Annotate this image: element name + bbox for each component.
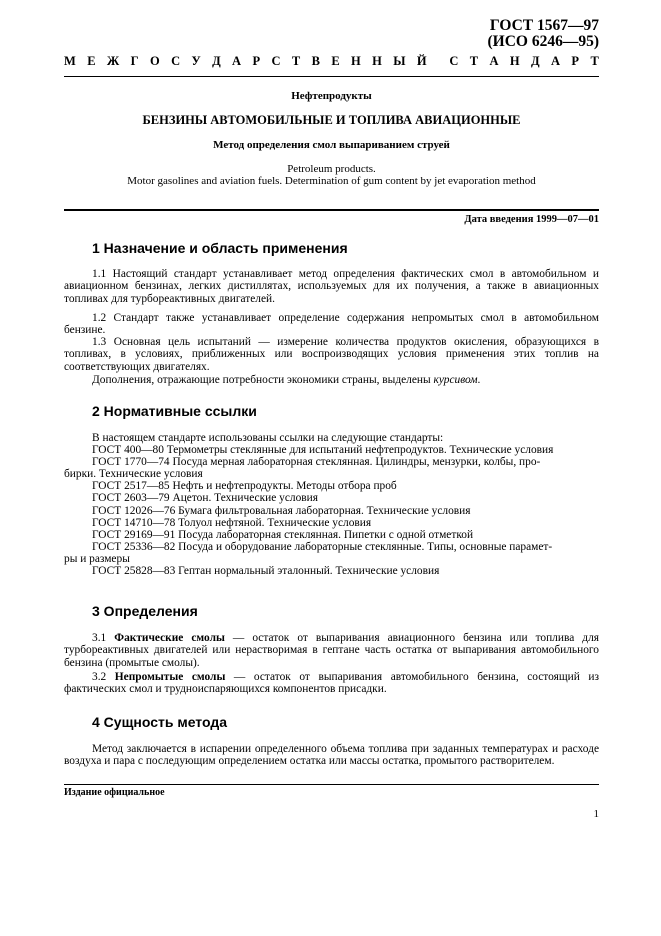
banner-letter: Н: [509, 54, 520, 68]
definition-3-2-text: — остаток от выпаривания автомобильного бензина, состоящий из фактических смол и трудноиспаряющихся компонентов присадки.: [64, 671, 599, 696]
banner-letter: Ы: [393, 54, 406, 68]
banner-letter: Е: [87, 54, 96, 68]
reference-item: ГОСТ 2603—79 Ацетон. Технические условия: [92, 492, 318, 505]
banner-letter: Н: [372, 54, 382, 68]
banner-letter: С: [271, 54, 281, 68]
banner-letter: М: [64, 54, 76, 68]
standard-code-iso: (ИСО 6246—95): [487, 33, 599, 50]
banner-letter: Р: [571, 54, 580, 68]
standard-code-gost: ГОСТ 1567—97: [489, 17, 599, 34]
banner-letter: Д: [531, 54, 540, 68]
top-rule: [64, 76, 599, 77]
banner-letter: Й: [416, 54, 427, 68]
title-rule: [64, 209, 599, 211]
banner-letter: А: [232, 54, 242, 68]
english-title-line2: Motor gasolines and aviation fuels. Determination of gum content by jet evaporation method: [127, 175, 536, 187]
reference-item: ГОСТ 25336—82 Посуда и оборудование лабораторные стеклянные. Типы, основные парамет-: [92, 540, 553, 553]
banner-letter: Т: [291, 54, 301, 68]
banner-letter: Г: [130, 54, 139, 68]
normative-references: [64, 432, 599, 577]
banner-letter: Д: [212, 54, 221, 68]
standard-code: [487, 18, 599, 50]
page-number: 1: [593, 808, 599, 820]
banner-letter: Е: [331, 54, 340, 68]
section-1-paragraph-4: [64, 374, 599, 386]
section-4-heading: 4 Сущность метода: [92, 714, 228, 730]
official-edition-label: Издание официальное: [64, 787, 165, 798]
banner-letter: С: [449, 54, 459, 68]
reference-item-continuation: бирки. Технические условия: [64, 468, 203, 481]
reference-item: ГОСТ 2517—85 Нефть и нефтепродукты. Методы отбора проб: [92, 480, 397, 493]
section-1-paragraph-1: 1.1 Настоящий стандарт устанавливает метод определения фактических смол в автомобильном и авиационном бензинах, легких дистиллятах, используемых для их получения, а также в авиационных топливах для турбореактивных двигателей.: [64, 268, 599, 305]
english-title: [64, 163, 599, 187]
banner-letter: С: [171, 54, 181, 68]
banner-letter: А: [489, 54, 499, 68]
section-1-heading: 1 Назначение и область применения: [92, 240, 348, 256]
reference-item: ГОСТ 1770—74 Посуда мерная лабораторная стеклянная. Цилиндры, мензурки, колбы, про-: [92, 456, 541, 469]
reference-item: ГОСТ 12026—76 Бумага фильтровальная лабораторная. Технические условия: [92, 504, 471, 517]
banner-letter: А: [551, 54, 561, 68]
banner-letter: Н: [351, 54, 361, 68]
english-title-line1: Petroleum products.: [287, 163, 376, 175]
banner-letter: О: [149, 54, 160, 68]
reference-item: ГОСТ 14710—78 Толуол нефтяной. Технические условия: [92, 516, 372, 529]
reference-item: ГОСТ 400—80 Термометры стеклянные для испытаний нефтепродуктов. Технические условия: [92, 444, 554, 457]
banner-letter: Т: [469, 54, 479, 68]
section-2-heading: 2 Нормативные ссылки: [92, 403, 257, 419]
banner-letter: Ж: [106, 54, 120, 68]
introduction-date: Дата введения 1999—07—01: [464, 214, 599, 225]
reference-item: ГОСТ 29169—91 Посуда лабораторная стеклянная. Пипетки с одной отметкой: [92, 528, 474, 541]
banner-letter: Т: [590, 54, 599, 68]
paragraph-4-italic: курсивом: [433, 374, 478, 386]
banner-letter: В: [311, 54, 320, 68]
definition-3-1-number: 3.1: [92, 632, 115, 644]
definition-3-1-text: — остаток от выпаривания авиационного бензина или топлива для турбореактивных двигателей или нерастворимая в гептане часть остатка от выпаривания автомобильного бензина (промытые смолы).: [64, 632, 599, 669]
section-1-paragraph-2: 1.2 Стандарт также устанавливает определение содержания непромытых смол в автомобильном бензине.: [64, 312, 599, 337]
definition-3-2-term: Непромытые смолы: [114, 671, 226, 683]
definition-3-1-term: Фактические смолы: [114, 632, 225, 644]
section-3-heading: 3 Определения: [92, 603, 198, 619]
definition-3-2: [64, 671, 599, 696]
references-intro: В настоящем стандарте использованы ссылки на следующие стандарты:: [92, 432, 444, 444]
interstate-standard-banner: [64, 54, 599, 69]
definition-3-2-number: 3.2: [92, 671, 115, 683]
banner-letter: У: [191, 54, 201, 68]
method-title: Метод определения смол выпариванием струей: [213, 139, 450, 151]
category-title: Нефтепродукты: [291, 90, 372, 102]
definition-3-1: [64, 632, 599, 669]
main-title: БЕНЗИНЫ АВТОМОБИЛЬНЫЕ И ТОПЛИВА АВИАЦИОННЫЕ: [142, 113, 521, 127]
banner-letter: Р: [252, 54, 261, 68]
reference-item-continuation: ры и размеры: [64, 552, 130, 565]
footer-rule: [64, 784, 599, 785]
paragraph-4-text: Дополнения, отражающие потребности экономики страны, выделены: [92, 374, 434, 386]
reference-item: ГОСТ 25828—83 Гептан нормальный эталонный. Технические условия: [92, 565, 440, 578]
section-4-paragraph: Метод заключается в испарении определенного объема топлива при заданных температурах и расходе воздуха и пара с последующим определением остатка или массы остатка, промытого растворителем.: [64, 743, 599, 768]
paragraph-4-end: .: [477, 374, 481, 386]
section-1-paragraph-3: 1.3 Основная цель испытаний — измерение количества продуктов окисления, образующихся в топливах, в условиях, приближенных или воспроизводящих условия применения этих топлив на соответствующих двигателях.: [64, 336, 599, 373]
